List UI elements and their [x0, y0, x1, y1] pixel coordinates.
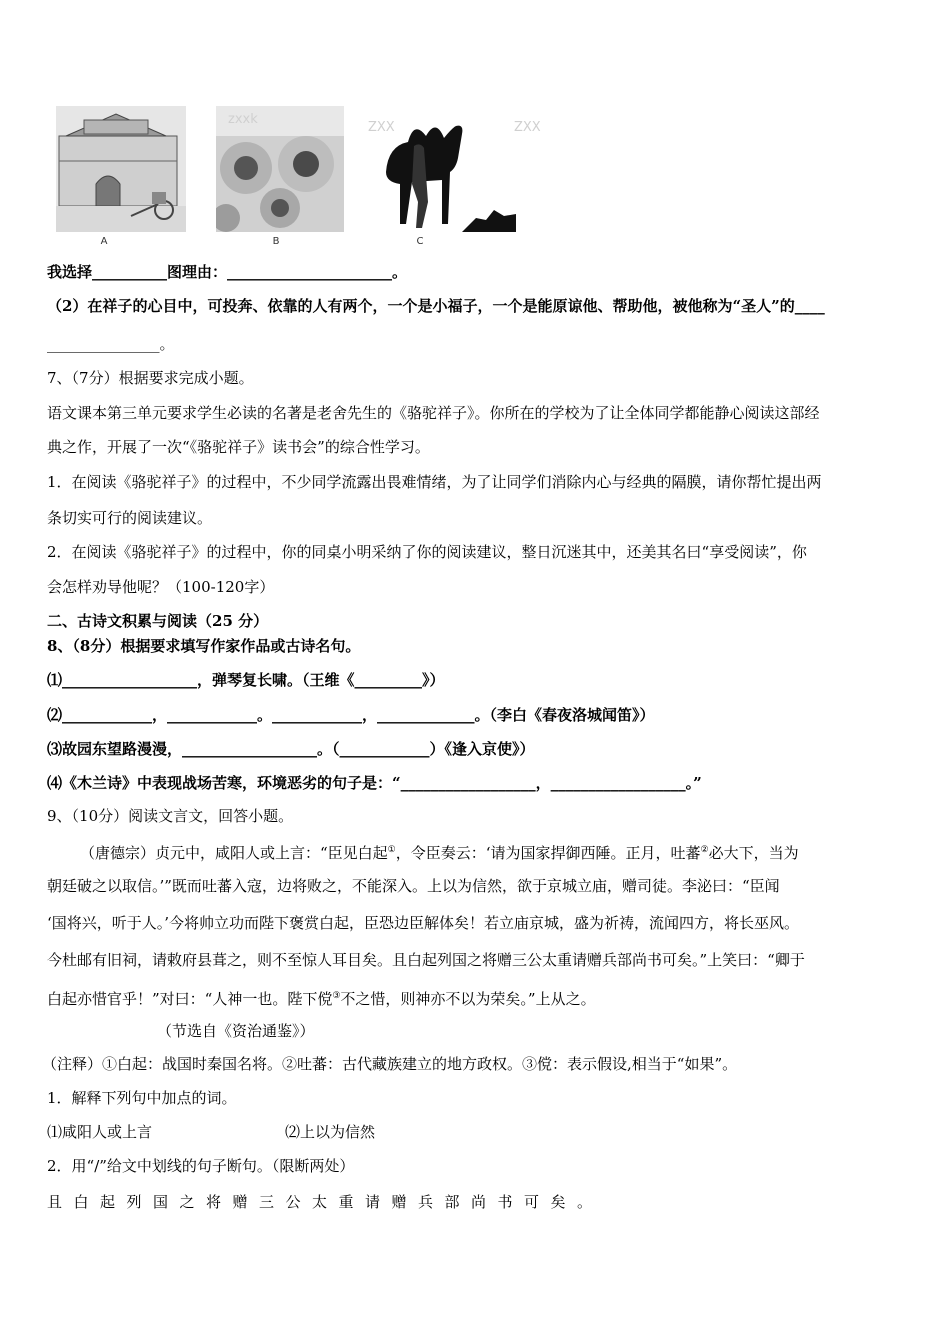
q9-para5-b: 不之惜，则神亦不以为荣矣。”上从之。 [340, 990, 596, 1008]
figure-a-city-gate [56, 106, 186, 236]
q9-para2: 朝廷破之以取信。’”既而吐蕃入寇，边将败之，不能深入。上以为信然，欲于京城立庙，赠司徒。李泌曰：“臣闻 [47, 877, 780, 895]
note2-marker: ② [700, 845, 709, 855]
watermark-c: ZXX [368, 120, 395, 135]
q9-para4: 今杜邮有旧祠，请敕府县葺之，则不至惊人耳目矣。且白起列国之将赠三公太重请赠兵部尚书可矣。”上笑曰：“卿于 [47, 951, 805, 969]
q9-sub1-a: ⑴咸阳人或上言 [47, 1123, 153, 1141]
q9-para5-a: 白起亦惜官乎！”对曰：“人神一也。陛下傥 [47, 990, 333, 1008]
q7-sub1-line2: 条切实可行的阅读建议。 [47, 509, 213, 527]
q9-sub2-sentence: 且白起列国之将赠三公太重请赠兵部尚书可矣。 [47, 1193, 604, 1211]
q7-title: 7、（7分）根据要求完成小题。 [47, 369, 254, 387]
q9-para1 [80, 840, 799, 863]
q8-item1: ⑴__________________，弹琴复长啸。（王维《_________》） [47, 671, 445, 689]
q9-para1-a: （唐德宗）贞元中，咸阳人或上言：“臣见白起 [80, 844, 388, 862]
section2-title: 二、古诗文积累与阅读（25 分） [47, 612, 269, 630]
q8-item3: ⑶故园东望路漫漫，__________________。（____________）《逢入京使》） [47, 740, 535, 758]
q6-item2-line2: _______________。 [47, 335, 175, 353]
q7-intro-line1: 语文课本第三单元要求学生必读的名著是老舍先生的《骆驼祥子》。你所在的学校为了让全体同学都能静心阅读这部经 [47, 404, 820, 422]
figure-c-camel [378, 106, 516, 236]
q9-title: 9、（10分）阅读文言文，回答小题。 [47, 807, 294, 825]
note1-marker: ① [387, 845, 396, 855]
note3-marker: ③ [332, 991, 341, 1001]
q9-sub1: 1．解释下列句中加点的词。 [47, 1089, 237, 1107]
q9-source: （节选自《资治通鉴》） [157, 1022, 315, 1040]
q7-intro-line2: 典之作，开展了一次“《骆驼祥子》读书会”的综合性学习。 [47, 438, 430, 456]
q6-choose-line: 我选择__________图理由：______________________。 [47, 263, 408, 281]
q6-item2-line1: （2）在祥子的心目中，可投奔、依靠的人有两个，一个是小福子，一个是能原谅他、帮助他，被他称为“圣人”的____ [47, 297, 825, 315]
q9-notes: （注释）①白起：战国时秦国名将。②吐蕃：古代藏族建立的地方政权。③傥：表示假设,相当于“如果”。 [42, 1055, 738, 1073]
q9-sub1-b: ⑵上以为信然 [285, 1123, 376, 1141]
q9-para1-c: 必大下，当为 [708, 844, 799, 862]
q7-sub2-line1: 2．在阅读《骆驼祥子》的过程中，你的同桌小明采纳了你的阅读建议，整日沉迷其中，还美其名曰“享受阅读”，你 [47, 543, 807, 561]
q8-title: 8、（8分）根据要求填写作家作品或古诗名句。 [47, 637, 361, 655]
watermark-right: ZXX [514, 120, 541, 135]
watermark-b: zxxk [228, 112, 258, 127]
q9-para5 [47, 986, 596, 1009]
q7-sub2-line2: 会怎样劝导他呢？（100-120字） [47, 578, 275, 596]
figure-c-caption: C [416, 236, 424, 247]
q9-sub2: 2．用“/”给文中划线的句子断句。（限断两处） [47, 1157, 355, 1175]
figure-a-caption: A [100, 236, 108, 247]
q9-para3: ‘国将兴，听于人。’今将帅立功而陛下褒赏白起，臣恐边臣解体矣！若立庙京城，盛为祈祷，流闻四方，将长巫风。 [47, 914, 800, 932]
q9-para1-b: ，令臣奏云：‘请为国家捍御西陲。正月，吐蕃 [395, 844, 701, 862]
figure-b-caption: B [272, 236, 280, 247]
q7-sub1-line1: 1．在阅读《骆驼祥子》的过程中，不少同学流露出畏难情绪，为了让同学们消除内心与经典的隔膜，请你帮忙提出两 [47, 473, 822, 491]
q8-item2: ⑵____________，____________。____________，_____________。（李白《春夜洛城闻笛》） [47, 706, 655, 724]
q8-item4: ⑷《木兰诗》中表现战场苦寒，环境恶劣的句子是：“__________________，__________________。” [47, 774, 702, 792]
